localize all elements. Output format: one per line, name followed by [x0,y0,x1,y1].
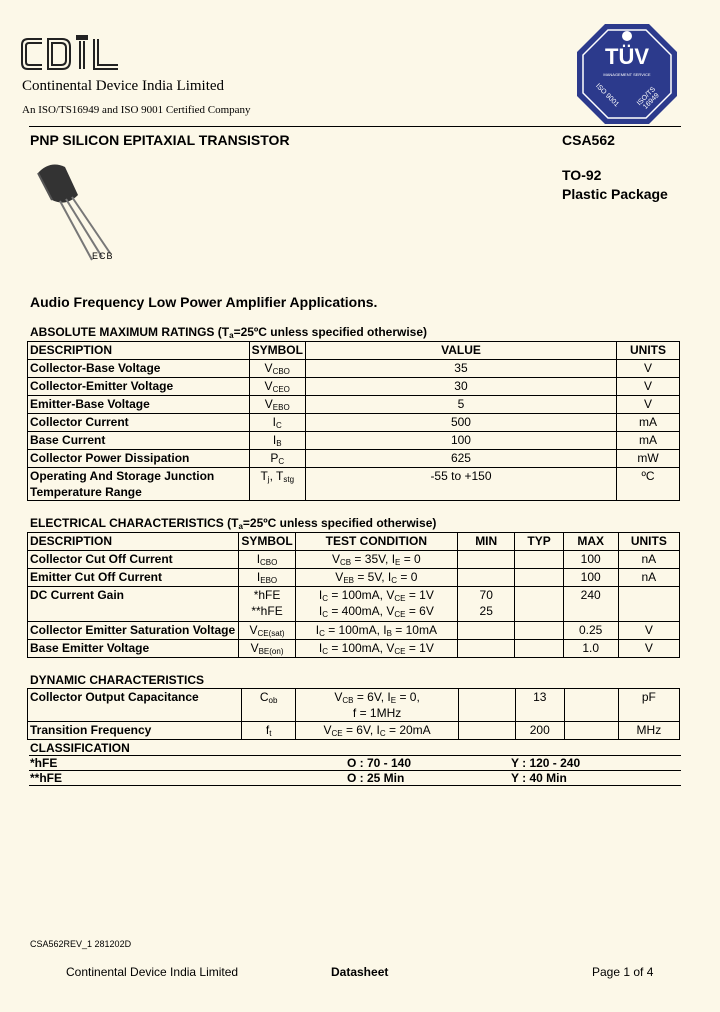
table-row: DC Current Gain *hFE **hFE $I_C = 100mA$, $V_{CE} = 1V$ $I_C = 400mA$, $V_{CE} = 6V$ 70 25 240 [28,587,680,622]
application-title: Audio Frequency Low Power Amplifier Applications. [30,294,378,310]
package-desc: Plastic Package [562,186,668,202]
table-header: DESCRIPTION SYMBOL VALUE UNITS [28,342,680,360]
table-row: Collector Power Dissipation $P_C$ 625 mW [28,450,680,468]
class-row-2-y: Y : 40 Min [511,771,567,785]
table-header: DESCRIPTION SYMBOL TEST CONDITION MIN TYP MAX UNITS [28,533,680,551]
elec-title: ELECTRICAL CHARACTERISTICS ($T_a=25ºC$ unless specified otherwise) [30,516,437,531]
abs-max-table [27,341,680,501]
table-row: Transition Frequency $f_t$ $V_{CE} = 6V$, $I_C = 20mA$ 200 MHz [28,722,680,740]
class-row-1-y: Y : 120 - 240 [511,756,581,770]
class-row-2-label: **hFE [30,771,63,785]
classification-divider [29,785,681,786]
revision-code: CSA562REV_1 281202D [30,939,132,949]
abs-max-title: ABSOLUTE MAXIMUM RATINGS ($T_a=25ºC$ unless specified otherwise) [30,325,428,340]
table-row: Emitter Cut Off Current $I_{EBO}$ $V_{EB} = 5V$, $I_C = 0$ 100 nA [28,569,680,587]
elec-table [27,532,680,658]
class-row-1-o: O : 70 - 140 [347,756,412,770]
transistor-package-icon [30,155,130,275]
company-name: Continental Device India Limited [22,78,225,94]
product-title: PNP SILICON EPITAXIAL TRANSISTOR [30,132,290,148]
footer-doc-type: Datasheet [331,965,389,979]
badge-top-text: TÜV [605,44,649,69]
class-row-1-label: *hFE [30,756,58,770]
page-number: Page 1 of 4 [592,965,654,979]
classification-title: CLASSIFICATION [30,741,130,755]
table-row: Operating And Storage Junction Temperature Range $T_j$, $T_{stg}$ -55 to +150 ºC [28,468,680,501]
table-row: Collector-Base Voltage $V_{CBO}$ 35 V [28,360,680,378]
table-row: Collector Cut Off Current $I_{CBO}$ $V_{CB} = 35V$, $I_E = 0$ 100 nA [28,551,680,569]
table-row: Collector Output Capacitance $C_{ob}$ $V_{CB} = 6V$, $I_E = 0$, f = 1MHz 13 pF [28,689,680,722]
dynamic-table [27,688,680,740]
badge-left-text: ISO 9001 [594,82,620,109]
part-number: CSA562 [562,132,615,148]
certified-line: An ISO/TS16949 and ISO 9001 Certified Company [22,104,251,116]
dynamic-title: DYNAMIC CHARACTERISTICS [30,673,204,687]
table-row: Emitter-Base Voltage $V_{EBO}$ 5 V [28,396,680,414]
badge-right-text: ISO/TS 16949 [635,85,661,111]
badge-small-text: MANAGEMENT SERVICE [603,72,651,77]
class-row-2-o: O : 25 Min [347,771,405,785]
company-logo [20,33,125,75]
package-type: TO-92 [562,167,602,183]
table-row: Base Current $I_B$ 100 mA [28,432,680,450]
table-row: Base Emitter Voltage $V_{BE(on)}$ $I_C = 100mA$, $V_{CE} = 1V$ 1.0 V [28,640,680,658]
certification-badge [575,22,679,126]
table-row: Collector Emitter Saturation Voltage $V_{CE(sat)}$ $I_C = 100mA$, $I_B = 10mA$ 0.25 V [28,622,680,640]
table-row: Collector Current $I_C$ 500 mA [28,414,680,432]
table-row: Collector-Emitter Voltage $V_{CEO}$ 30 V [28,378,680,396]
header-divider [29,126,681,127]
footer-company: Continental Device India Limited [66,965,239,979]
pin-labels: ECB [92,251,114,261]
